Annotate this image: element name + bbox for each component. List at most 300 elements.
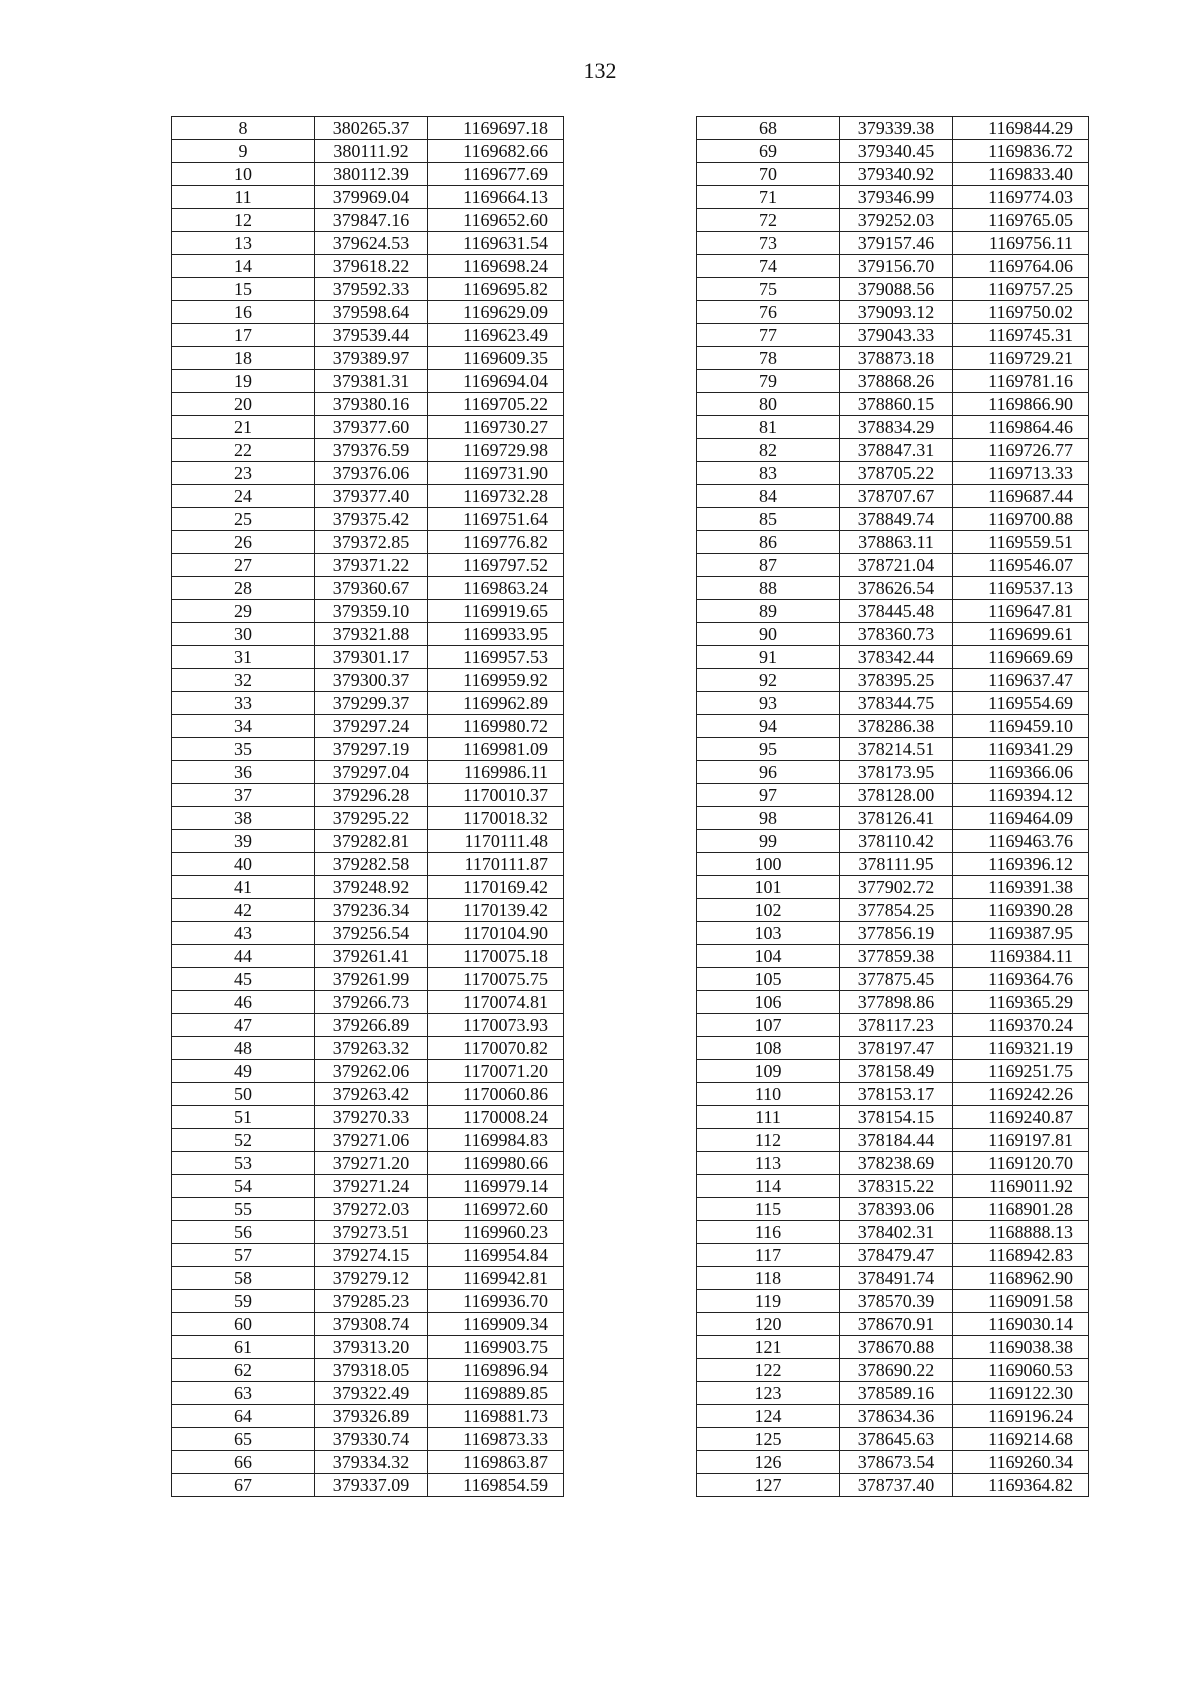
table-row bbox=[697, 853, 1089, 876]
y-coordinate-cell: 1169384.11 bbox=[953, 945, 1089, 968]
x-coordinate-cell: 379381.31 bbox=[315, 370, 428, 393]
y-coordinate-cell: 1169637.47 bbox=[953, 669, 1089, 692]
x-coordinate-cell: 378393.06 bbox=[840, 1198, 953, 1221]
x-coordinate-cell: 379618.22 bbox=[315, 255, 428, 278]
y-coordinate-cell: 1169959.92 bbox=[428, 669, 564, 692]
table-row bbox=[172, 1405, 564, 1428]
y-coordinate-cell: 1170074.81 bbox=[428, 991, 564, 1014]
point-number-cell: 36 bbox=[172, 761, 315, 784]
point-number-cell: 22 bbox=[172, 439, 315, 462]
table-row bbox=[172, 140, 564, 163]
x-coordinate-cell: 379346.99 bbox=[840, 186, 953, 209]
table-row bbox=[172, 991, 564, 1014]
y-coordinate-cell: 1169863.24 bbox=[428, 577, 564, 600]
point-number-cell: 116 bbox=[697, 1221, 840, 1244]
point-number-cell: 42 bbox=[172, 899, 315, 922]
x-coordinate-cell: 378570.39 bbox=[840, 1290, 953, 1313]
y-coordinate-cell: 1169979.14 bbox=[428, 1175, 564, 1198]
table-row bbox=[697, 1359, 1089, 1382]
y-coordinate-cell: 1169463.76 bbox=[953, 830, 1089, 853]
y-coordinate-cell: 1169881.73 bbox=[428, 1405, 564, 1428]
y-coordinate-cell: 1169629.09 bbox=[428, 301, 564, 324]
y-coordinate-cell: 1169981.09 bbox=[428, 738, 564, 761]
y-coordinate-cell: 1169364.82 bbox=[953, 1474, 1089, 1497]
y-coordinate-cell: 1169687.44 bbox=[953, 485, 1089, 508]
y-coordinate-cell: 1169863.87 bbox=[428, 1451, 564, 1474]
table-row bbox=[172, 255, 564, 278]
table-row bbox=[697, 347, 1089, 370]
table-row bbox=[697, 830, 1089, 853]
point-number-cell: 18 bbox=[172, 347, 315, 370]
x-coordinate-cell: 379297.24 bbox=[315, 715, 428, 738]
x-coordinate-cell: 379308.74 bbox=[315, 1313, 428, 1336]
point-number-cell: 25 bbox=[172, 508, 315, 531]
x-coordinate-cell: 379263.42 bbox=[315, 1083, 428, 1106]
point-number-cell: 114 bbox=[697, 1175, 840, 1198]
point-number-cell: 56 bbox=[172, 1221, 315, 1244]
point-number-cell: 53 bbox=[172, 1152, 315, 1175]
x-coordinate-cell: 379266.73 bbox=[315, 991, 428, 1014]
table-row bbox=[172, 1083, 564, 1106]
table-row bbox=[697, 1175, 1089, 1198]
y-coordinate-cell: 1169631.54 bbox=[428, 232, 564, 255]
y-coordinate-cell: 1169464.09 bbox=[953, 807, 1089, 830]
point-number-cell: 60 bbox=[172, 1313, 315, 1336]
x-coordinate-cell: 378690.22 bbox=[840, 1359, 953, 1382]
x-coordinate-cell: 378173.95 bbox=[840, 761, 953, 784]
point-number-cell: 33 bbox=[172, 692, 315, 715]
table-row bbox=[697, 1060, 1089, 1083]
point-number-cell: 15 bbox=[172, 278, 315, 301]
y-coordinate-cell: 1169781.16 bbox=[953, 370, 1089, 393]
table-row bbox=[172, 1451, 564, 1474]
x-coordinate-cell: 379592.33 bbox=[315, 278, 428, 301]
x-coordinate-cell: 378128.00 bbox=[840, 784, 953, 807]
table-row bbox=[697, 1451, 1089, 1474]
x-coordinate-cell: 378315.22 bbox=[840, 1175, 953, 1198]
x-coordinate-cell: 378197.47 bbox=[840, 1037, 953, 1060]
y-coordinate-cell: 1169854.59 bbox=[428, 1474, 564, 1497]
table-row bbox=[172, 485, 564, 508]
point-number-cell: 95 bbox=[697, 738, 840, 761]
point-number-cell: 35 bbox=[172, 738, 315, 761]
x-coordinate-cell: 378721.04 bbox=[840, 554, 953, 577]
table-row bbox=[697, 531, 1089, 554]
y-coordinate-cell: 1169700.88 bbox=[953, 508, 1089, 531]
point-number-cell: 113 bbox=[697, 1152, 840, 1175]
table-row bbox=[172, 1175, 564, 1198]
x-coordinate-cell: 378873.18 bbox=[840, 347, 953, 370]
coordinates-table-left bbox=[171, 116, 564, 1497]
y-coordinate-cell: 1170008.24 bbox=[428, 1106, 564, 1129]
x-coordinate-cell: 378868.26 bbox=[840, 370, 953, 393]
point-number-cell: 59 bbox=[172, 1290, 315, 1313]
y-coordinate-cell: 1169731.90 bbox=[428, 462, 564, 485]
y-coordinate-cell: 1169972.60 bbox=[428, 1198, 564, 1221]
table-row bbox=[697, 439, 1089, 462]
y-coordinate-cell: 1170104.90 bbox=[428, 922, 564, 945]
x-coordinate-cell: 379539.44 bbox=[315, 324, 428, 347]
y-coordinate-cell: 1169214.68 bbox=[953, 1428, 1089, 1451]
table-row bbox=[697, 646, 1089, 669]
table-row bbox=[697, 370, 1089, 393]
point-number-cell: 30 bbox=[172, 623, 315, 646]
x-coordinate-cell: 379252.03 bbox=[840, 209, 953, 232]
x-coordinate-cell: 379359.10 bbox=[315, 600, 428, 623]
x-coordinate-cell: 379266.89 bbox=[315, 1014, 428, 1037]
y-coordinate-cell: 1169394.12 bbox=[953, 784, 1089, 807]
x-coordinate-cell: 379337.09 bbox=[315, 1474, 428, 1497]
y-coordinate-cell: 1169609.35 bbox=[428, 347, 564, 370]
point-number-cell: 14 bbox=[172, 255, 315, 278]
x-coordinate-cell: 378126.41 bbox=[840, 807, 953, 830]
y-coordinate-cell: 1170073.93 bbox=[428, 1014, 564, 1037]
x-coordinate-cell: 377875.45 bbox=[840, 968, 953, 991]
point-number-cell: 103 bbox=[697, 922, 840, 945]
point-number-cell: 34 bbox=[172, 715, 315, 738]
x-coordinate-cell: 379282.58 bbox=[315, 853, 428, 876]
table-row bbox=[172, 646, 564, 669]
y-coordinate-cell: 1169682.66 bbox=[428, 140, 564, 163]
y-coordinate-cell: 1170071.20 bbox=[428, 1060, 564, 1083]
x-coordinate-cell: 378849.74 bbox=[840, 508, 953, 531]
point-number-cell: 61 bbox=[172, 1336, 315, 1359]
x-coordinate-cell: 378111.95 bbox=[840, 853, 953, 876]
y-coordinate-cell: 1169240.87 bbox=[953, 1106, 1089, 1129]
y-coordinate-cell: 1169370.24 bbox=[953, 1014, 1089, 1037]
table-row bbox=[172, 669, 564, 692]
x-coordinate-cell: 378153.17 bbox=[840, 1083, 953, 1106]
x-coordinate-cell: 379389.97 bbox=[315, 347, 428, 370]
y-coordinate-cell: 1169864.46 bbox=[953, 416, 1089, 439]
point-number-cell: 109 bbox=[697, 1060, 840, 1083]
y-coordinate-cell: 1169844.29 bbox=[953, 117, 1089, 140]
table-row bbox=[172, 301, 564, 324]
point-number-cell: 90 bbox=[697, 623, 840, 646]
point-number-cell: 124 bbox=[697, 1405, 840, 1428]
point-number-cell: 76 bbox=[697, 301, 840, 324]
point-number-cell: 49 bbox=[172, 1060, 315, 1083]
x-coordinate-cell: 379376.59 bbox=[315, 439, 428, 462]
x-coordinate-cell: 378158.49 bbox=[840, 1060, 953, 1083]
point-number-cell: 75 bbox=[697, 278, 840, 301]
y-coordinate-cell: 1169091.58 bbox=[953, 1290, 1089, 1313]
table-row bbox=[172, 968, 564, 991]
y-coordinate-cell: 1169196.24 bbox=[953, 1405, 1089, 1428]
point-number-cell: 66 bbox=[172, 1451, 315, 1474]
point-number-cell: 23 bbox=[172, 462, 315, 485]
y-coordinate-cell: 1169197.81 bbox=[953, 1129, 1089, 1152]
table-row bbox=[172, 1244, 564, 1267]
table-row bbox=[172, 623, 564, 646]
y-coordinate-cell: 1169623.49 bbox=[428, 324, 564, 347]
x-coordinate-cell: 377854.25 bbox=[840, 899, 953, 922]
x-coordinate-cell: 379296.28 bbox=[315, 784, 428, 807]
table-row bbox=[697, 715, 1089, 738]
table-row bbox=[697, 600, 1089, 623]
x-coordinate-cell: 379321.88 bbox=[315, 623, 428, 646]
y-coordinate-cell: 1169459.10 bbox=[953, 715, 1089, 738]
y-coordinate-cell: 1169797.52 bbox=[428, 554, 564, 577]
point-number-cell: 29 bbox=[172, 600, 315, 623]
x-coordinate-cell: 380111.92 bbox=[315, 140, 428, 163]
table-row bbox=[172, 117, 564, 140]
table-row bbox=[697, 416, 1089, 439]
x-coordinate-cell: 379377.60 bbox=[315, 416, 428, 439]
point-number-cell: 85 bbox=[697, 508, 840, 531]
y-coordinate-cell: 1169698.24 bbox=[428, 255, 564, 278]
x-coordinate-cell: 378860.15 bbox=[840, 393, 953, 416]
table-row bbox=[697, 1474, 1089, 1497]
x-coordinate-cell: 379297.04 bbox=[315, 761, 428, 784]
point-number-cell: 86 bbox=[697, 531, 840, 554]
x-coordinate-cell: 379339.38 bbox=[840, 117, 953, 140]
table-row bbox=[697, 1198, 1089, 1221]
y-coordinate-cell: 1169652.60 bbox=[428, 209, 564, 232]
x-coordinate-cell: 378238.69 bbox=[840, 1152, 953, 1175]
y-coordinate-cell: 1169729.21 bbox=[953, 347, 1089, 370]
y-coordinate-cell: 1169120.70 bbox=[953, 1152, 1089, 1175]
point-number-cell: 72 bbox=[697, 209, 840, 232]
table-row bbox=[697, 577, 1089, 600]
table-row bbox=[697, 301, 1089, 324]
table-row bbox=[172, 922, 564, 945]
point-number-cell: 68 bbox=[697, 117, 840, 140]
table-row bbox=[697, 117, 1089, 140]
table-row bbox=[697, 692, 1089, 715]
table-row bbox=[697, 485, 1089, 508]
y-coordinate-cell: 1169365.29 bbox=[953, 991, 1089, 1014]
y-coordinate-cell: 1169962.89 bbox=[428, 692, 564, 715]
point-number-cell: 40 bbox=[172, 853, 315, 876]
x-coordinate-cell: 378707.67 bbox=[840, 485, 953, 508]
point-number-cell: 92 bbox=[697, 669, 840, 692]
y-coordinate-cell: 1169980.66 bbox=[428, 1152, 564, 1175]
page-number: 132 bbox=[583, 58, 617, 83]
y-coordinate-cell: 1169341.29 bbox=[953, 738, 1089, 761]
table-row bbox=[697, 761, 1089, 784]
y-coordinate-cell: 1169695.82 bbox=[428, 278, 564, 301]
y-coordinate-cell: 1170075.75 bbox=[428, 968, 564, 991]
point-number-cell: 89 bbox=[697, 600, 840, 623]
x-coordinate-cell: 377898.86 bbox=[840, 991, 953, 1014]
y-coordinate-cell: 1169750.02 bbox=[953, 301, 1089, 324]
table-row bbox=[697, 278, 1089, 301]
y-coordinate-cell: 1168962.90 bbox=[953, 1267, 1089, 1290]
y-coordinate-cell: 1169364.76 bbox=[953, 968, 1089, 991]
x-coordinate-cell: 379272.03 bbox=[315, 1198, 428, 1221]
y-coordinate-cell: 1169697.18 bbox=[428, 117, 564, 140]
x-coordinate-cell: 379279.12 bbox=[315, 1267, 428, 1290]
point-number-cell: 13 bbox=[172, 232, 315, 255]
x-coordinate-cell: 377856.19 bbox=[840, 922, 953, 945]
point-number-cell: 64 bbox=[172, 1405, 315, 1428]
table-row bbox=[172, 853, 564, 876]
point-number-cell: 70 bbox=[697, 163, 840, 186]
table-row bbox=[172, 531, 564, 554]
table-row bbox=[697, 1221, 1089, 1244]
table-row bbox=[697, 1037, 1089, 1060]
x-coordinate-cell: 378491.74 bbox=[840, 1267, 953, 1290]
point-number-cell: 126 bbox=[697, 1451, 840, 1474]
point-number-cell: 44 bbox=[172, 945, 315, 968]
table-row bbox=[172, 1106, 564, 1129]
x-coordinate-cell: 378673.54 bbox=[840, 1451, 953, 1474]
point-number-cell: 21 bbox=[172, 416, 315, 439]
y-coordinate-cell: 1169764.06 bbox=[953, 255, 1089, 278]
table-row bbox=[697, 554, 1089, 577]
point-number-cell: 120 bbox=[697, 1313, 840, 1336]
point-number-cell: 100 bbox=[697, 853, 840, 876]
table-row bbox=[172, 1382, 564, 1405]
x-coordinate-cell: 379088.56 bbox=[840, 278, 953, 301]
point-number-cell: 50 bbox=[172, 1083, 315, 1106]
table-row bbox=[172, 1267, 564, 1290]
table-row bbox=[697, 1014, 1089, 1037]
y-coordinate-cell: 1169756.11 bbox=[953, 232, 1089, 255]
point-number-cell: 27 bbox=[172, 554, 315, 577]
table-row bbox=[172, 508, 564, 531]
table-row bbox=[172, 554, 564, 577]
point-number-cell: 122 bbox=[697, 1359, 840, 1382]
x-coordinate-cell: 379340.45 bbox=[840, 140, 953, 163]
x-coordinate-cell: 378395.25 bbox=[840, 669, 953, 692]
x-coordinate-cell: 379375.42 bbox=[315, 508, 428, 531]
table-row bbox=[697, 1083, 1089, 1106]
point-number-cell: 110 bbox=[697, 1083, 840, 1106]
table-row bbox=[172, 186, 564, 209]
point-number-cell: 99 bbox=[697, 830, 840, 853]
y-coordinate-cell: 1169366.06 bbox=[953, 761, 1089, 784]
table-row bbox=[697, 1129, 1089, 1152]
y-coordinate-cell: 1169677.69 bbox=[428, 163, 564, 186]
y-coordinate-cell: 1169694.04 bbox=[428, 370, 564, 393]
x-coordinate-cell: 379273.51 bbox=[315, 1221, 428, 1244]
x-coordinate-cell: 378626.54 bbox=[840, 577, 953, 600]
y-coordinate-cell: 1169986.11 bbox=[428, 761, 564, 784]
point-number-cell: 52 bbox=[172, 1129, 315, 1152]
x-coordinate-cell: 378110.42 bbox=[840, 830, 953, 853]
table-row bbox=[697, 1313, 1089, 1336]
point-number-cell: 125 bbox=[697, 1428, 840, 1451]
table-row bbox=[172, 784, 564, 807]
y-coordinate-cell: 1169774.03 bbox=[953, 186, 1089, 209]
x-coordinate-cell: 377902.72 bbox=[840, 876, 953, 899]
x-coordinate-cell: 378342.44 bbox=[840, 646, 953, 669]
table-row bbox=[172, 1060, 564, 1083]
y-coordinate-cell: 1169957.53 bbox=[428, 646, 564, 669]
table-row bbox=[172, 278, 564, 301]
point-number-cell: 107 bbox=[697, 1014, 840, 1037]
x-coordinate-cell: 378479.47 bbox=[840, 1244, 953, 1267]
table-row bbox=[172, 1014, 564, 1037]
table-row bbox=[172, 761, 564, 784]
point-number-cell: 65 bbox=[172, 1428, 315, 1451]
table-row bbox=[172, 738, 564, 761]
point-number-cell: 117 bbox=[697, 1244, 840, 1267]
point-number-cell: 10 bbox=[172, 163, 315, 186]
point-number-cell: 20 bbox=[172, 393, 315, 416]
y-coordinate-cell: 1169866.90 bbox=[953, 393, 1089, 416]
table-row bbox=[697, 623, 1089, 646]
point-number-cell: 38 bbox=[172, 807, 315, 830]
point-number-cell: 96 bbox=[697, 761, 840, 784]
table-row bbox=[172, 393, 564, 416]
x-coordinate-cell: 378117.23 bbox=[840, 1014, 953, 1037]
x-coordinate-cell: 379313.20 bbox=[315, 1336, 428, 1359]
table-row bbox=[697, 462, 1089, 485]
point-number-cell: 74 bbox=[697, 255, 840, 278]
table-row bbox=[172, 830, 564, 853]
y-coordinate-cell: 1169984.83 bbox=[428, 1129, 564, 1152]
table-row bbox=[172, 1290, 564, 1313]
x-coordinate-cell: 379330.74 bbox=[315, 1428, 428, 1451]
x-coordinate-cell: 379299.37 bbox=[315, 692, 428, 715]
table-row bbox=[172, 416, 564, 439]
point-number-cell: 28 bbox=[172, 577, 315, 600]
x-coordinate-cell: 378737.40 bbox=[840, 1474, 953, 1497]
table-row bbox=[172, 899, 564, 922]
point-number-cell: 82 bbox=[697, 439, 840, 462]
point-number-cell: 108 bbox=[697, 1037, 840, 1060]
y-coordinate-cell: 1169554.69 bbox=[953, 692, 1089, 715]
x-coordinate-cell: 378834.29 bbox=[840, 416, 953, 439]
y-coordinate-cell: 1168888.13 bbox=[953, 1221, 1089, 1244]
y-coordinate-cell: 1169833.40 bbox=[953, 163, 1089, 186]
point-number-cell: 16 bbox=[172, 301, 315, 324]
point-number-cell: 77 bbox=[697, 324, 840, 347]
point-number-cell: 67 bbox=[172, 1474, 315, 1497]
point-number-cell: 51 bbox=[172, 1106, 315, 1129]
point-number-cell: 48 bbox=[172, 1037, 315, 1060]
table-row bbox=[172, 232, 564, 255]
table-row bbox=[697, 255, 1089, 278]
point-number-cell: 94 bbox=[697, 715, 840, 738]
point-number-cell: 104 bbox=[697, 945, 840, 968]
y-coordinate-cell: 1170111.87 bbox=[428, 853, 564, 876]
y-coordinate-cell: 1169705.22 bbox=[428, 393, 564, 416]
table-row bbox=[172, 324, 564, 347]
table-row bbox=[697, 232, 1089, 255]
x-coordinate-cell: 379376.06 bbox=[315, 462, 428, 485]
table-row bbox=[172, 1336, 564, 1359]
point-number-cell: 57 bbox=[172, 1244, 315, 1267]
point-number-cell: 62 bbox=[172, 1359, 315, 1382]
x-coordinate-cell: 378847.31 bbox=[840, 439, 953, 462]
point-number-cell: 8 bbox=[172, 117, 315, 140]
x-coordinate-cell: 378402.31 bbox=[840, 1221, 953, 1244]
y-coordinate-cell: 1169559.51 bbox=[953, 531, 1089, 554]
table-row bbox=[172, 945, 564, 968]
y-coordinate-cell: 1169896.94 bbox=[428, 1359, 564, 1382]
table-row bbox=[172, 1359, 564, 1382]
table-row bbox=[697, 968, 1089, 991]
x-coordinate-cell: 379377.40 bbox=[315, 485, 428, 508]
table-row bbox=[172, 462, 564, 485]
table-row bbox=[697, 1152, 1089, 1175]
y-coordinate-cell: 1170010.37 bbox=[428, 784, 564, 807]
y-coordinate-cell: 1169751.64 bbox=[428, 508, 564, 531]
x-coordinate-cell: 378589.16 bbox=[840, 1382, 953, 1405]
x-coordinate-cell: 378445.48 bbox=[840, 600, 953, 623]
x-coordinate-cell: 378214.51 bbox=[840, 738, 953, 761]
table-row bbox=[697, 876, 1089, 899]
table-row bbox=[172, 715, 564, 738]
table-row bbox=[172, 209, 564, 232]
x-coordinate-cell: 379295.22 bbox=[315, 807, 428, 830]
table-row bbox=[172, 1198, 564, 1221]
y-coordinate-cell: 1169729.98 bbox=[428, 439, 564, 462]
